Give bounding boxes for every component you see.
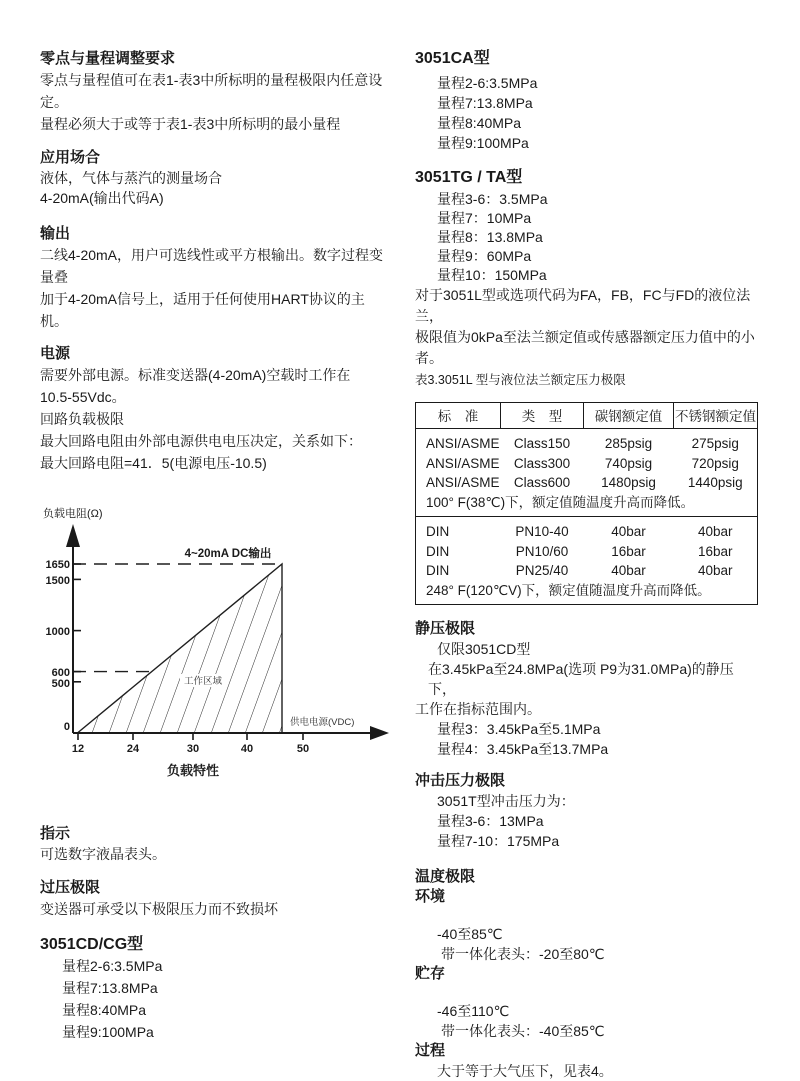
cell-carbon-rating: 1480psig (601, 475, 656, 490)
range-line: 量程4：3.45kPa至13.7MPa (437, 741, 609, 757)
table-caption: 表3.3051L 型与液位法兰额定压力极限 (415, 373, 626, 387)
right-column (415, 0, 760, 1081)
cell-type: PN25/40 (515, 563, 569, 578)
operating-region-label: 工作区域 (183, 676, 223, 687)
x-tick-label: 50 (296, 743, 310, 755)
x-axis-arrow-icon (370, 726, 389, 740)
table-row (416, 454, 758, 474)
range-line: 量程9:100MPa (437, 135, 529, 151)
table-row (416, 429, 758, 454)
body-line: 最大回路电阻由外部电源供电电压决定，关系如下： (40, 433, 362, 449)
body-line: 量程必须大于或等于表1-表3中所标明的最小量程 (40, 116, 341, 132)
y-tick-label: 1000 (45, 626, 70, 638)
range-line: 量程2-6:3.5MPa (62, 958, 163, 974)
cell-type: Class150 (513, 436, 571, 451)
body-line: 可选数字液晶表头。 (40, 846, 166, 862)
body-line: 对于3051L型或选项代码为FA，FB，FC与FD的液位法兰， (415, 287, 751, 324)
range-line: 量程10：150MPa (437, 267, 547, 283)
col-header-carbon-steel: 碳钢额定值 (584, 403, 674, 429)
cell-stainless-rating: 40bar (697, 563, 733, 578)
cell-standard: DIN (426, 543, 450, 559)
body-line: 4-20mA(输出代码A) (40, 190, 164, 206)
body-line: 在3.45kPa至24.8MPa(选项 P9为31.0MPa)的静压下， (428, 661, 734, 697)
heading-applications: 应用场合 (40, 149, 101, 166)
y-axis-arrow-icon (66, 524, 80, 547)
heading-model-3051cd-cg: 3051CD/CG型 (40, 936, 144, 953)
chart-canvas (40, 501, 390, 741)
body-line: -46至110℃ (437, 1003, 510, 1019)
body-line: 加于4-20mA信号上，适用于任何使用HART协议的主机。 (40, 291, 365, 329)
heading-static-pressure-limit: 静压极限 (415, 620, 476, 637)
cell-standard: DIN (416, 517, 501, 542)
heading-model-3051ca: 3051CA型 (415, 50, 490, 67)
body-line: 工作在指标范围内。 (415, 701, 541, 717)
body-line: 需要外部电源。标准变送器(4-20mA)空载时工作在 (40, 367, 351, 383)
cell-type: PN10-40 (501, 517, 584, 542)
subheading-ambient: 环境 (415, 888, 446, 905)
subheading-storage: 贮存 (415, 965, 446, 982)
cell-carbon-rating: 40bar (584, 517, 674, 542)
cell-standard: ANSI/ASME (426, 436, 500, 451)
heading-overpressure-limit: 过压极限 (40, 879, 101, 896)
table-note-row (416, 493, 758, 517)
table-row (416, 517, 758, 542)
range-line: 量程7:13.8MPa (62, 980, 158, 996)
cell-stainless-rating: 16bar (697, 543, 733, 559)
table-row (416, 561, 758, 581)
din-note: 248° F(120℃V)下，额定值随温度升高而降低。 (426, 582, 711, 598)
cell-carbon-rating: 740psig (604, 455, 653, 471)
col-header-stainless-steel: 不锈钢额定值 (674, 403, 758, 429)
table-header-row (416, 403, 758, 429)
heading-zero-span-adjust: 零点与量程调整要求 (40, 50, 176, 67)
range-line: 量程8:40MPa (62, 1002, 147, 1018)
range-line: 量程9：60MPa (437, 248, 532, 264)
cell-type: Class300 (513, 455, 571, 471)
x-tick-label: 40 (240, 743, 254, 755)
cell-standard: ANSI/ASME (426, 455, 500, 471)
chart-title: 4~20mA DC输出 (184, 548, 272, 560)
table-row (416, 542, 758, 562)
col-header-standard: 标 准 (416, 403, 501, 429)
body-line: 零点与量程值可在表1-表3中所标明的量程极限内任意设定。 (40, 72, 383, 110)
heading-burst-pressure-limit: 冲击压力极限 (415, 772, 506, 789)
y-tick-label: 0 (63, 721, 70, 733)
body-line: 最大回路电阻=41．5(电源电压-10.5) (40, 455, 267, 471)
body-line: 极限值为0kPa至法兰额定值或传感器额定压力值中的小者。 (415, 329, 755, 366)
cell-standard: DIN (426, 563, 450, 578)
range-line: 量程7：10MPa (437, 210, 532, 226)
cell-carbon-rating: 16bar (611, 543, 646, 559)
body-line: 液体，气体与蒸汽的测量场合 (40, 170, 222, 186)
y-tick-label: 1650 (45, 559, 70, 571)
body-line: 10.5-55Vdc。 (40, 389, 126, 405)
range-line: 量程9:100MPa (62, 1024, 154, 1040)
heading-indication: 指示 (40, 825, 71, 842)
spacer (415, 907, 760, 924)
cell-stainless-rating: 40bar (674, 517, 758, 542)
range-line: 量程8:40MPa (437, 115, 522, 131)
ansi-note: 100° F(38℃)下，额定值随温度升高而降低。 (426, 494, 695, 510)
cell-type: PN10/60 (515, 543, 569, 559)
range-line: 量程7:13.8MPa (437, 95, 533, 111)
body-line: -40至85℃ (437, 926, 503, 942)
y-tick-label: 1500 (45, 575, 70, 587)
table-note-row (416, 581, 758, 605)
cell-carbon-rating: 285psig (604, 436, 653, 451)
cell-stainless-rating: 720psig (691, 455, 739, 471)
load-characteristic-chart (40, 501, 390, 755)
heading-temperature-limit: 温度极限 (415, 868, 476, 885)
x-tick-labels (40, 743, 390, 757)
chart-x-axis-label: 供电电源(VDC) (290, 717, 355, 728)
cell-carbon-rating: 40bar (611, 563, 646, 578)
chart-y-axis-label: 负载电阻(Ω) (43, 508, 103, 520)
chart-caption: 负载特性 (166, 763, 219, 778)
range-line: 量程3-6：3.5MPa (437, 191, 548, 207)
x-tick-label: 12 (71, 743, 85, 755)
left-column (40, 0, 392, 1043)
x-tick-label: 30 (186, 743, 200, 755)
body-line: 变送器可承受以下极限压力而不致损坏 (40, 901, 278, 917)
flange-pressure-rating-table (415, 402, 758, 605)
range-line: 量程7-10：175MPa (437, 833, 560, 849)
subheading-process: 过程 (415, 1042, 446, 1059)
cell-stainless-rating: 1440psig (687, 475, 743, 490)
body-line: 二线4-20mA，用户可选线性或平方根输出。数字过程变量叠 (40, 247, 384, 285)
cell-stainless-rating: 275psig (691, 436, 739, 451)
table-row (416, 473, 758, 493)
body-line: 带一体化表头：-40至85℃ (441, 1023, 605, 1039)
y-tick-label: 500 (51, 678, 70, 690)
heading-output: 输出 (40, 225, 71, 242)
y-tick-label: 600 (51, 667, 70, 679)
range-line: 量程3：3.45kPa至5.1MPa (437, 721, 601, 737)
col-header-type: 类 型 (501, 403, 584, 429)
body-line: 回路负载极限 (40, 411, 124, 427)
heading-power-supply: 电源 (40, 345, 71, 362)
cell-type: Class600 (513, 475, 571, 490)
x-tick-label: 24 (126, 743, 140, 755)
spacer (415, 984, 760, 1001)
cell-standard: ANSI/ASME (426, 475, 500, 490)
heading-model-3051tg-ta: 3051TG / TA型 (415, 169, 523, 186)
body-line: 3051T型冲击压力为： (437, 793, 575, 809)
body-line: 仅限3051CD型 (437, 641, 531, 657)
range-line: 量程3-6：13MPa (437, 813, 544, 829)
range-line: 量程2-6:3.5MPa (437, 75, 538, 91)
body-line: 带一体化表头：-20至80℃ (441, 946, 605, 962)
body-line: 大于等于大气压下，见表4。 (437, 1063, 613, 1079)
range-line: 量程8：13.8MPa (437, 229, 543, 245)
